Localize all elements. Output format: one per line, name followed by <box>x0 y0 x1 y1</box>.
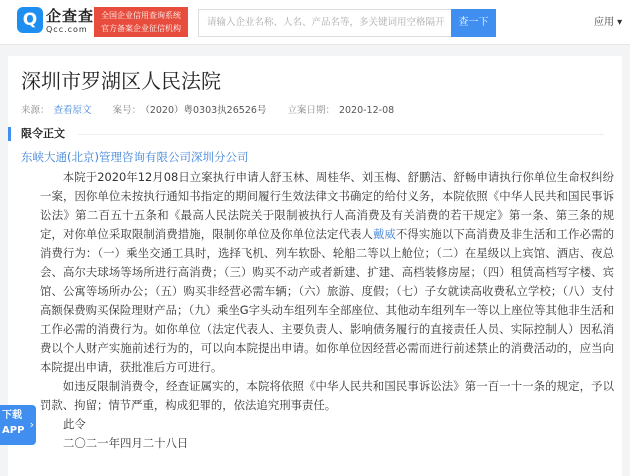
section-title: 限令正文 <box>21 127 65 140</box>
badge-line2: 官方备案企业征信机构 <box>101 24 181 33</box>
page-title: 深圳市罗湖区人民法院 <box>21 69 221 93</box>
document-meta <box>21 104 622 118</box>
search-input[interactable]: 请输入企业名称、人名、产品名等，多关键词用空格隔开 <box>198 9 451 37</box>
filing-date: 2020-12-08 <box>338 105 395 116</box>
brand-name[interactable]: 企查查 <box>46 7 95 25</box>
case-label: 案号： <box>112 105 142 116</box>
badge-line1: 全国企业信用查询系统 <box>101 11 181 20</box>
source-label: 来源： <box>21 105 50 116</box>
closing: 此令 <box>63 417 86 431</box>
case-number: （2020）粤0303执26526号 <box>145 105 267 116</box>
download-app-button[interactable] <box>0 405 36 445</box>
paragraph-1-part-a: 本院于2020年12月08日立案执行申请人舒玉林、周桂华、刘玉梅、舒鹏洁、舒畅申请执行你单位生命权纠纷一案，因你单位未按执行通知书指定的期间履行生效法律文书确定的给付义务，本院依照《中华人民共和国民事诉讼法》第二百五十五条和《最高人民法院关于限制被执行人高消费及有关消费的若干规定》第一条、第三条的规定，对你单位采取限制消费措施，限制你单位及你单位法定代表人 <box>40 170 614 241</box>
brand-domain: Qcc.com <box>46 25 88 34</box>
download-label: 下载 <box>2 410 22 421</box>
qcc-logo-icon[interactable]: Q <box>17 7 43 33</box>
apps-menu[interactable]: 应用 ▾ <box>594 17 623 28</box>
date-label: 立案日期： <box>287 105 335 116</box>
sign-date: 二〇二一年四月二十八日 <box>63 436 189 450</box>
paragraph-1 <box>40 168 614 377</box>
section-divider <box>78 134 604 135</box>
paragraph-2: 如违反限制消费令，经查证属实的，本院将依照《中华人民共和国民事诉讼法》第一百一十一条的规定，予以罚款、拘留；情节严重，构成犯罪的，依法追究刑事责任。 <box>40 379 614 412</box>
search-button[interactable]: 查一下 <box>451 9 496 37</box>
certification-badge <box>94 7 188 37</box>
section-accent-bar <box>8 127 11 141</box>
top-header <box>0 0 630 45</box>
document-body <box>40 168 614 453</box>
company-link[interactable]: 东峡大通(北京)管理咨询有限公司深圳分公司 <box>21 150 249 164</box>
section-header <box>8 124 604 144</box>
paragraph-1-part-b: 不得实施以下高消费及非生活和工作必需的消费行为：（一）乘坐交通工具时，选择飞机、列车软卧、轮船二等以上舱位；（二）在星级以上宾馆、酒店、夜总会、高尔夫球场等场所进行高消费；（三）购买不动产或者新建、扩建、高档装修房屋；（四）租赁高档写字楼、宾馆、公寓等场所办公；（五）购买非经营必需车辆；（六）旅游、度假；（七）子女就读高收费私立学校；（八）支付高额保费购买保险理财产品；（九）乘坐G字头动车组列车全部座位、其他动车组列车一等以上座位等其他非生活和工作必需的消费行为。如你单位（法定代表人、主要负责人、影响债务履行的直接责任人员、实际控制人）因私消费以个人财产实施前述行为的，可以向本院提出申请。如你单位因经营必需而进行前述禁止的消费活动的，应当向本院提出申请，获批准后方可进行。 <box>40 227 614 374</box>
legal-rep-link[interactable]: 戴威 <box>372 227 396 241</box>
chevron-right-icon: › <box>29 418 34 431</box>
document-card <box>8 56 622 476</box>
app-label: APP <box>2 425 25 436</box>
view-original-link[interactable]: 查看原文 <box>53 105 92 116</box>
